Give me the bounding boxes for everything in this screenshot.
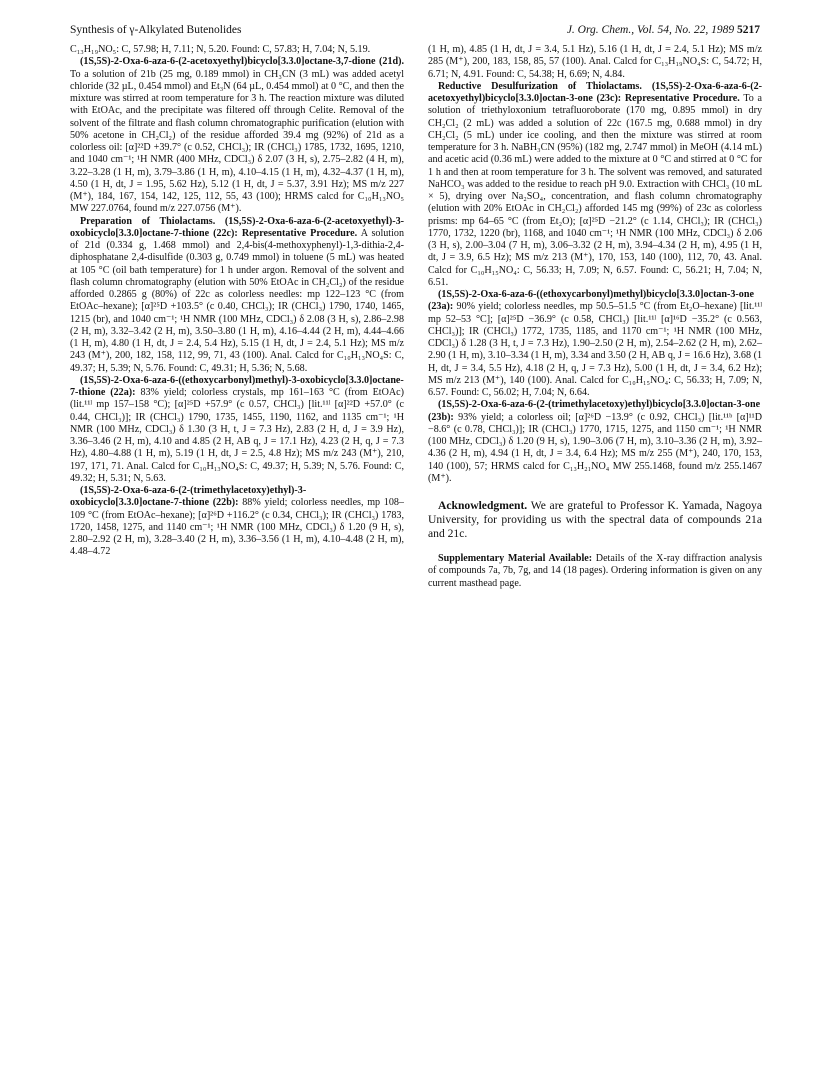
supplementary-text: Details of the X-ray diffraction analysis of compounds 7a, 7b, 7g, and 14 (18 pages). Ordering information is given on any current masthead page. [428, 553, 763, 589]
left-column [70, 44, 404, 559]
compound-heading: (1S,5S)-2-Oxa-6-aza-6-((ethoxycarbonyl)methyl)-3-oxobicyclo[3.3.0]octane-7-thione (22a): [70, 374, 404, 398]
paragraph: (1S,5S)-2-Oxa-6-aza-6-((ethoxycarbonyl)methyl)bicyclo[3.3.0]octan-3-one (23a): 90% yield; colorless needles, mp 50.5–51.5 °C (from Et₂O–hexane) [lit.¹¹ˡ mp 52–53 °C]; [α]²⁵D −36.9° (c 0.58, CHCl₃) [lit.¹¹ˡ [α]¹⁶D −35.2° (c 0.563, CHCl₃)]; IR (CHCl₃) 1772, 1735, 1185, and 1170 cm⁻¹; ¹H NMR (100 MHz, CDCl₃) δ 1.28 (3 H, t, J = 7.3 Hz), 1.90–2.50 (2 H, m), 2.54–2.62 (2 H, m), 2.62–2.90 (1 H, m), 3.10–3.34 (1 H, m), 3.34 and 3.50 (2 H, AB q, J = 16.6 Hz), 3.68 (1 H, dt, J = 3.4, 5.5 Hz), 4.18 (2 H, q, J = 7.3 Hz), 5.00 (1 H, dt, J = 3.4, 6.2 Hz); MS m/z 213 (M⁺), 140 (100). Anal. Calcd for C₁₀H₁₅NO₄: C, 56.33; H, 7.09; N, 6.57. Found: C, 56.02; H, 7.04; N, 6.64. [428, 289, 762, 398]
header-volume: Vol. 54, No. 22, 1989 [637, 24, 735, 36]
section-heading: Preparation of Thiolactams. (1S,5S)-2-Oxa-6-aza-6-(2-acetoxyethyl)-3-oxobicyclo[3.3.0]octane-7-thione (22c): Representative Procedure. [70, 215, 404, 239]
paragraph: (1S,5S)-2-Oxa-6-aza-6-((ethoxycarbonyl)methyl)-3-oxobicyclo[3.3.0]octane-7-thione (22a): 83% yield; colorless crystals, mp 161–163 °C (from EtOAc) (lit.¹¹ˡ mp 157–158 °C); [α]²⁵D +57.9° (c 0.57, CHCl₃) [lit.¹¹ˡ [α]²²D +57.0° (c 0.44, CHCl₃)]; IR (CHCl₃) 1790, 1735, 1455, 1190, 1162, and 1135 cm⁻¹; ¹H NMR (100 MHz, CDCl₃) δ 1.30 (3 H, t, J = 7.3 Hz), 2.83 (2 H, d, J = 3.9 Hz), 3.36–3.46 (2 H, m), 4.10 and 4.85 (2 H, AB q, J = 17.1 Hz), 4.23 (2 H, q, J = 7.3 Hz), 4.80–4.88 (1 H, m), 5.19 (1 H, dt, J = 2.5, 4.8 Hz); MS m/z 243 (M⁺), 210, 197, 171, 71. Anal. Calcd for C₁₀H₁₃NO₄S: C, 49.37; H, 5.39; N, 5.76. Found: C, 49.32; H, 5.31; N, 5.63. [70, 374, 405, 484]
compound-heading: (1S,5S)-2-Oxa-6-aza-6-(2-(trimethylacetoxy)ethyl)bicyclo[3.3.0]octan-3-one (23b): [428, 399, 761, 423]
compound-heading: (1S,5S)-2-Oxa-6-aza-6-(2-acetoxyethyl)bicyclo[3.3.0]octane-3,7-dione (21d). [80, 56, 404, 68]
compound-heading: (1S,5S)-2-Oxa-6-aza-6-(2-(trimethylacetoxy)ethyl)-3-oxobicyclo[3.3.0]octane-7-thione (22b): [70, 485, 307, 509]
header-title: Synthesis of γ-Alkylated Butenolides [70, 24, 242, 36]
supplementary-title: Supplementary Material Available: [438, 553, 593, 564]
header-journal: J. Org. Chem., [566, 24, 635, 36]
running-header [70, 24, 760, 40]
header-page-number: 5217 [737, 24, 760, 36]
acknowledgment-title: Acknowledgment. [438, 499, 528, 512]
section-heading: Reductive Desulfurization of Thiolactams. (1S,5S)-2-Oxa-6-aza-6-(2-acetoxyethyl)bicyclo[3.3.0]octan-3-one (23c): Representative Procedure. [428, 80, 762, 104]
paragraph: Preparation of Thiolactams. (1S,5S)-2-Oxa-6-aza-6-(2-acetoxyethyl)-3-oxobicyclo[3.3.0]octane-7-thione (22c): Representative Procedure. A solution of 21d (0.334 g, 1.468 mmol) and 2,4-bis(4-methoxyphenyl)-1,3-dithia-2,4-diphosphatane 2,4-disulfide (0.303 g, 0.749 mmol) in toluene (5 mL) was heated at 105 °C (oil bath temperature) for 1 h under argon. Removal of the solvent and flash column chromatography (elution with 50% EtOAc in CH₂Cl₂) of the residue afforded 0.2865 g (80%) of 22c as colorless needles: mp 122–123 °C (from EtOAc–hexane); [α]²⁵D +103.5° (c 0.40, CHCl₃); IR (CHCl₃) 1790, 1740, 1465, 1215 (br), and 1040 cm⁻¹; ¹H NMR (100 MHz, CDCl₃) δ 2.08 (3 H, s), 2.86–2.98 (2 H, m), 3.32–3.42 (2 H, m), 3.50–3.80 (1 H, m), 4.16–4.44 (2 H, m), 4.44–4.66 (1 H, m), 4.80 (1 H, dt, J = 2.4, 5.4 Hz), 5.15 (1 H, dt, J = 2.4, 5.1 Hz); MS m/z 243 (M⁺), 200, 182, 158, 112, 99, 71, 43 (100). Anal. Calcd for C₁₀H₁₃NO₄S: C, 49.37; H, 5.39; N, 5.76. Found: C, 49.31; H, 5.36; N, 5.68. [70, 215, 405, 374]
acknowledgment [428, 499, 762, 541]
paragraph: (1S,5S)-2-Oxa-6-aza-6-(2-(trimethylacetoxy)ethyl)bicyclo[3.3.0]octan-3-one (23b): 93% yield; a colorless oil; [α]²⁶D −13.9° (c 0.92, CHCl₃) [lit.¹¹ᵇ [α]¹¹D −8.6° (c 0.78, CHCl₃)]; IR (CHCl₃) 1770, 1715, 1275, and 1150 cm⁻¹; ¹H NMR (100 MHz, CDCl₃) δ 1.20 (9 H, s), 1.90–3.06 (7 H, m), 3.10–3.36 (2 H, m), 3.92–4.36 (2 H, m), 4.94 (1 H, dt, J = 3.4, 6.4 Hz); MS m/z 255 (M⁺), 240, 170, 153, 140 (100), 57; HRMS calcd for C₁₃H₂₁NO₄ MW 255.1468, found m/z 255.1467 (M⁺). [428, 399, 762, 484]
paragraph: (1S,5S)-2-Oxa-6-aza-6-(2-(trimethylacetoxy)ethyl)-3-oxobicyclo[3.3.0]octane-7-thione (22b): 88% yield; colorless needles, mp 108–109 °C (from EtOAc–hexane); [α]²⁶D +116.2° (c 0.34, CHCl₃); IR (CHCl₃) 1783, 1720, 1458, 1275, and 1140 cm⁻¹; ¹H NMR (100 MHz, CDCl₃) δ 1.20 (9 H, s), 2.80–2.92 (2 H, m), 3.28–3.40 (2 H, m), 3.36–3.56 (1 H, m), 4.10–4.48 (2 H, m), 4.48–4.72 [70, 485, 404, 558]
paragraph: C₁₃H₁₉NO₅: C, 57.98; H, 7.11; N, 5.20. Found: C, 57.83; H, 7.04; N, 5.19. [70, 44, 371, 55]
paragraph: (1 H, m), 4.85 (1 H, dt, J = 3.4, 5.1 Hz), 5.16 (1 H, dt, J = 2.4, 5.1 Hz); MS m/z 285 (M⁺), 200, 183, 158, 85, 57 (100). Anal. Calcd for C₁₃H₁₉NO₄S: C, 54.72; H, 6.71; N, 4.91. Found: C, 54.38; H, 6.69; N, 4.84. [428, 44, 762, 80]
supplementary-material [428, 553, 762, 590]
paragraph: (1S,5S)-2-Oxa-6-aza-6-(2-acetoxyethyl)bicyclo[3.3.0]octane-3,7-dione (21d). To a solution of 21b (25 mg, 0.189 mmol) in CH₃CN (3 mL) was added acetyl chloride (32 µL, 0.454 mmol) and Et₃N (64 µL, 0.454 mmol) at 0 °C, and then the mixture was stirred at room temperature for 3 h. The reaction mixture was diluted with EtOAc, and the precipitate was filtered off through Celite. Removal of the solvent of the filtrate and flash column chromatographic purification (elution with 50% acetone in CH₂Cl₂) of the residue afforded 39.4 mg (92%) of 21d as a colorless oil: [α]²²D +39.7° (c 0.52, CHCl₃); IR (CHCl₃) 1785, 1732, 1695, 1210, and 1040 cm⁻¹; ¹H NMR (400 MHz, CDCl₃) δ 2.07 (3 H, s), 2.75–2.82 (4 H, m), 3.22–3.28 (1 H, m), 3.79–3.86 (1 H, m), 4.10–4.15 (1 H, m), 4.32–4.37 (1 H, m), 4.50 (1 H, dt, J = 1.95, 5.62 Hz), 5.12 (1 H, dt, J = 5.37, 3.91 Hz); MS m/z 227 (M⁺), 184, 167, 154, 142, 125, 112, 55, 43 (100); HRMS calcd for C₁₀H₁₃NO₅ MW 227.0764, found m/z 227.0756 (M⁺). [70, 56, 404, 215]
paragraph: Reductive Desulfurization of Thiolactams. (1S,5S)-2-Oxa-6-aza-6-(2-acetoxyethyl)bicyclo[3.3.0]octan-3-one (23c): Representative Procedure. To a solution of triethyloxonium tetrafluoroborate (170 mg, 0.895 mmol) in dry CH₂Cl₂ (2 mL) was added a solution of 22c (167.5 mg, 0.688 mmol) in dry CH₂Cl₂ (5 mL) under ice cooling, and then the mixture was stirred at room temperature for 3 h. NaBH₃CN (95%) (182 mg, 2.747 mmol) in MeOH (4.14 mL) and acetic acid (0.36 mL) were added to the mixture at 0 °C and stirred at 0 °C for 1 h and then at room temperature for 3 h. The solvent was removed, and saturated NaHCO₃ was added to the residue to reach pH 9.0. Extraction with CHCl₃ (10 mL × 5), drying over Na₂SO₄, concentration, and flash column chromatography (elution with 20% EtOAc in CH₂Cl₂) afforded 145 mg (99%) of 23c as colorless prisms: mp 64–65 °C (from Et₂O); [α]²⁵D −21.2° (c 1.14, CHCl₃); IR (CHCl₃) 1770, 1732, 1220 (br), 1168, and 1040 cm⁻¹; ¹H NMR (100 MHz, CDCl₃) δ 2.06 (3 H, s), 2.00–3.04 (7 H, m), 3.06–3.32 (2 H, m), 3.94–4.34 (2 H, m), 4.95 (1 H, dt, J = 3.9, 6.5 Hz); MS m/z 213 (M⁺), 170, 153, 140 (100), 112, 70, 43. Anal. Calcd for C₁₀H₁₅NO₄: C, 56.33; H, 7.09; N, 6.57. Found: C, 56.21; H, 7.04; N, 6.51. [428, 80, 762, 288]
right-column [428, 44, 762, 600]
compound-heading: (1S,5S)-2-Oxa-6-aza-6-((ethoxycarbonyl)methyl)bicyclo[3.3.0]octan-3-one (23a): [428, 289, 754, 313]
acknowledgment-text: We are grateful to Professor K. Yamada, Nagoya University, for providing us with the spectral data of compounds 21a and 21c. [428, 499, 762, 540]
header-citation [567, 24, 760, 36]
